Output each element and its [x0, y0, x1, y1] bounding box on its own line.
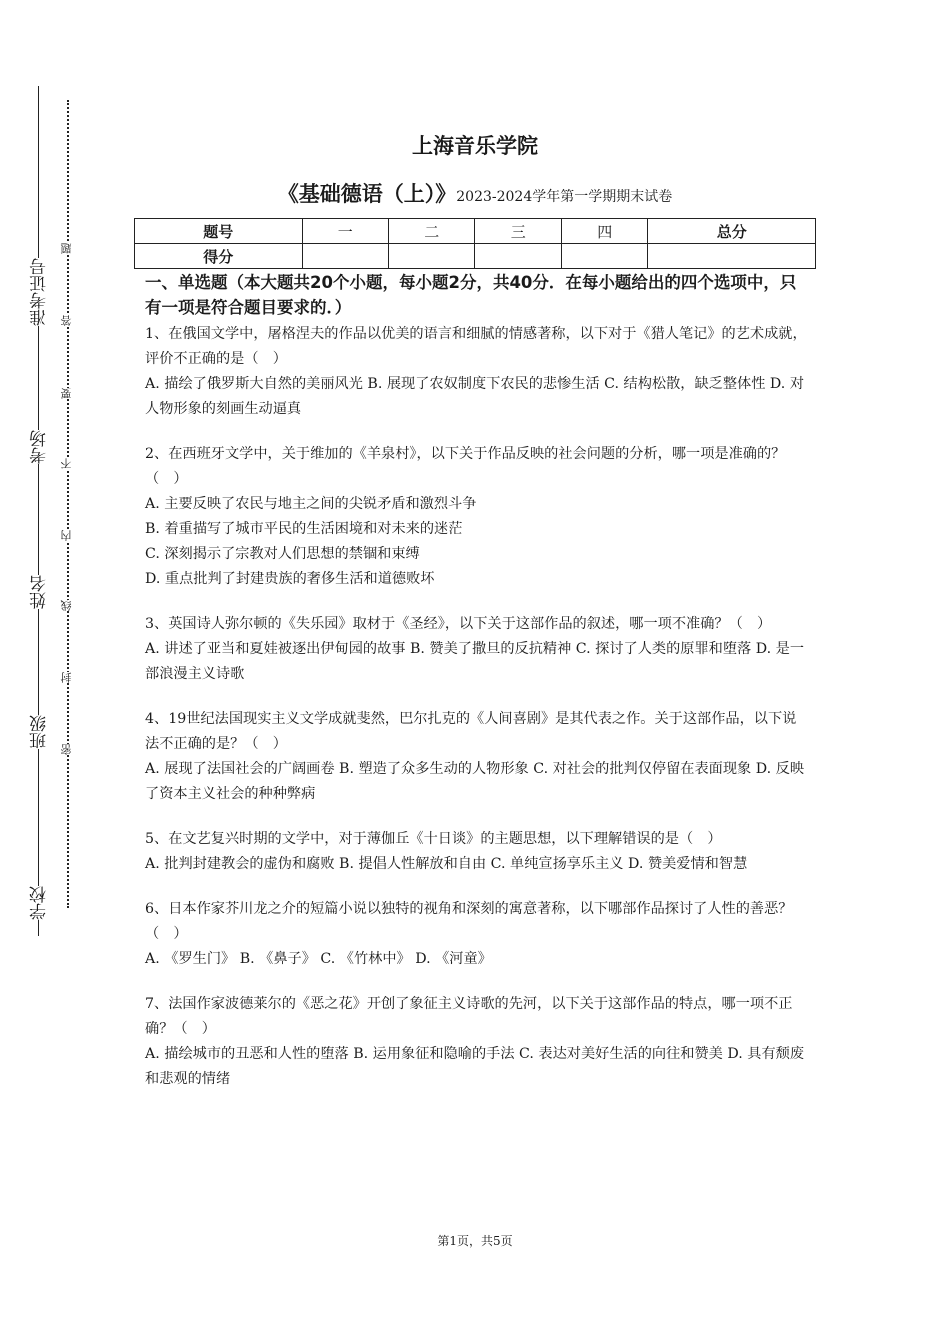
score-cell	[475, 244, 561, 269]
question-text: 1、在俄国文学中，屠格涅夫的作品以优美的语言和细腻的情感著称，以下对于《猎人笔记》的艺术成就，评价不正确的是（ ）	[145, 326, 807, 367]
score-header-cell: 二	[388, 219, 474, 244]
question-options: A. 描绘了俄罗斯大自然的美丽风光 B. 展现了农奴制度下农民的悲惨生活 C. 结构松散，缺乏整体性 D. 对人物形象的刻画生动逼真	[145, 376, 805, 417]
name-label: 姓名	[30, 575, 50, 609]
score-header-cell: 一	[302, 219, 388, 244]
score-cell	[561, 244, 647, 269]
question-text: 2、在西班牙文学中，关于维加的《羊泉村》，以下关于作品反映的社会问题的分析，哪一项是准确的？（ ）	[145, 446, 786, 487]
score-cell	[648, 244, 816, 269]
question-text: 7、法国作家波德莱尔的《恶之花》开创了象征主义诗歌的先河，以下关于这部作品的特点，哪一项不正确？（ ）	[145, 996, 793, 1037]
question-6	[145, 897, 810, 972]
class-label: 班级	[30, 715, 50, 749]
section-title: 一、单选题（本大题共20个小题，每小题2分，共40分．在每小题给出的四个选项中，只有一项是符合题目要求的．）	[145, 273, 797, 317]
course-name: 《基础德语（上）》	[277, 182, 457, 206]
score-table-score-row	[135, 244, 816, 269]
question-3	[145, 612, 810, 687]
score-table-header-row	[135, 219, 816, 244]
question-7	[145, 992, 810, 1092]
seal-char: 不	[60, 458, 73, 469]
option-b: B. 着重描写了城市平民的生活困境和对未来的迷茫	[145, 521, 463, 537]
exam-title	[0, 178, 950, 208]
exam-content	[145, 270, 810, 1112]
score-header-cell: 四	[561, 219, 647, 244]
question-4	[145, 707, 810, 807]
score-cell	[388, 244, 474, 269]
seal-char: 线	[60, 600, 73, 611]
option-a: A. 主要反映了农民与地主之间的尖锐矛盾和激烈斗争	[145, 496, 477, 512]
seal-char: 内	[60, 530, 73, 541]
score-header-cell: 三	[475, 219, 561, 244]
question-options: A. 《罗生门》 B. 《鼻子》 C. 《竹林中》 D. 《河童》	[145, 951, 492, 967]
seal-char: 封	[60, 672, 73, 683]
question-1	[145, 322, 810, 422]
seal-char: 密	[60, 744, 73, 755]
question-text: 6、日本作家芥川龙之介的短篇小说以独特的视角和深刻的寓意著称，以下哪部作品探讨了人性的善恶？（ ）	[145, 901, 793, 942]
seal-dotted-line	[67, 100, 69, 908]
score-cell	[302, 244, 388, 269]
school-title: 上海音乐学院	[412, 134, 538, 158]
question-text: 5、在文艺复兴时期的文学中，对于薄伽丘《十日谈》的主题思想，以下理解错误的是（ ）	[145, 831, 722, 847]
option-d: D. 重点批判了封建贵族的奢侈生活和道德败坏	[145, 571, 435, 587]
question-2	[145, 442, 810, 592]
question-5	[145, 827, 810, 877]
seal-char: 答	[60, 315, 73, 326]
school-label: 学校	[30, 886, 50, 920]
term-label: 2023-2024学年第一学期期末试卷	[456, 189, 673, 205]
page-footer: 第1页，共5页	[437, 1234, 513, 1248]
score-row-label: 得分	[135, 244, 303, 269]
binding-solid-line	[38, 86, 39, 936]
option-c: C. 深刻揭示了宗教对人们思想的禁锢和束缚	[145, 546, 420, 562]
score-table	[134, 218, 816, 269]
question-text: 3、英国诗人弥尔顿的《失乐园》取材于《圣经》，以下关于这部作品的叙述，哪一项不准确？（ ）	[145, 616, 772, 632]
seal-char: 要	[60, 388, 73, 399]
question-options: A. 展现了法国社会的广阔画卷 B. 塑造了众多生动的人物形象 C. 对社会的批判仅停留在表面现象 D. 反映了资本主义社会的种种弊病	[145, 761, 805, 802]
seal-char: 题	[60, 243, 73, 254]
question-options: A. 批判封建教会的虚伪和腐败 B. 提倡人性解放和自由 C. 单纯宣扬享乐主义 D. 赞美爱情和智慧	[145, 856, 748, 872]
question-options: A. 讲述了亚当和夏娃被逐出伊甸园的故事 B. 赞美了撒旦的反抗精神 C. 探讨了人类的原罪和堕落 D. 是一部浪漫主义诗歌	[145, 641, 805, 682]
score-header-cell: 题号	[135, 219, 303, 244]
score-header-cell: 总分	[648, 219, 816, 244]
question-text: 4、19世纪法国现实主义文学成就斐然，巴尔扎克的《人间喜剧》是其代表之作。关于这部作品，以下说法不正确的是？（ ）	[145, 711, 797, 752]
question-options: A. 描绘城市的丑恶和人性的堕落 B. 运用象征和隐喻的手法 C. 表达对美好生活的向往和赞美 D. 具有颓废和悲观的情绪	[145, 1046, 805, 1087]
exam-number-label: 准考证号	[30, 258, 50, 326]
exam-room-label: 考场	[30, 430, 50, 464]
